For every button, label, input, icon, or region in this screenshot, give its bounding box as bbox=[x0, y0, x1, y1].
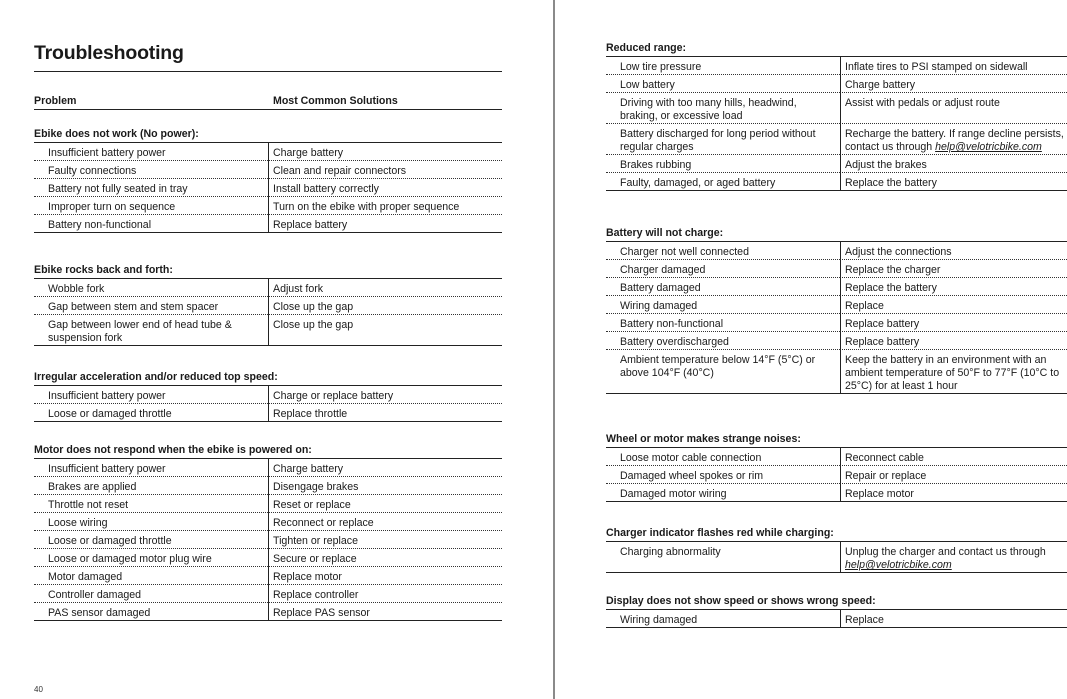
title-rule bbox=[34, 71, 502, 72]
table-row bbox=[34, 603, 502, 621]
problem-cell: Throttle not reset bbox=[34, 495, 268, 513]
solution-text: Install battery correctly bbox=[273, 183, 379, 195]
problem-cell: Improper turn on sequence bbox=[34, 197, 268, 215]
problem-cell: Faulty connections bbox=[34, 161, 268, 179]
solution-text: Reset or replace bbox=[273, 499, 351, 511]
table-row bbox=[606, 314, 1067, 332]
column-header-rule bbox=[34, 109, 502, 110]
problem-cell: Loose or damaged motor plug wire bbox=[34, 549, 268, 567]
table-row bbox=[34, 161, 502, 179]
column-header-problem: Problem bbox=[34, 95, 77, 107]
problem-cell: Wiring damaged bbox=[606, 610, 840, 628]
page-number: 40 bbox=[34, 685, 43, 694]
section-ebike-does-not-work-no-power bbox=[34, 127, 502, 233]
solution-text: Replace the battery bbox=[845, 177, 937, 189]
problem-cell: Low tire pressure bbox=[606, 57, 840, 75]
problem-cell: Wiring damaged bbox=[606, 296, 840, 314]
problem-cell: Ambient temperature below 14°F (5°C) or above 104°F (40°C) bbox=[606, 350, 840, 394]
problem-cell: Loose or damaged throttle bbox=[34, 404, 268, 422]
section-irregular-acceleration-and-or-reduced-top-speed bbox=[34, 370, 502, 422]
section-wheel-or-motor-makes-strange-noises bbox=[606, 432, 1067, 502]
problem-cell: Charging abnormality bbox=[606, 542, 840, 573]
solution-text: Replace motor bbox=[845, 488, 914, 500]
solution-text: Adjust fork bbox=[273, 283, 324, 295]
table-row bbox=[34, 477, 502, 495]
problem-cell: Faulty, damaged, or aged battery bbox=[606, 173, 840, 191]
solution-cell bbox=[268, 513, 502, 531]
table-row bbox=[606, 155, 1067, 173]
solution-text: Adjust the brakes bbox=[845, 159, 927, 171]
solution-text: Tighten or replace bbox=[273, 535, 358, 547]
solution-cell bbox=[840, 155, 1067, 173]
section-heading: Battery will not charge: bbox=[606, 226, 1067, 242]
solution-cell bbox=[268, 315, 502, 346]
table-row bbox=[34, 567, 502, 585]
section-motor-does-not-respond-when-the-ebike-is-powered-on bbox=[34, 443, 502, 621]
problem-cell: PAS sensor damaged bbox=[34, 603, 268, 621]
solution-text: Replace battery bbox=[845, 336, 920, 348]
solution-cell bbox=[840, 350, 1067, 394]
solution-cell bbox=[268, 567, 502, 585]
table-row bbox=[606, 466, 1067, 484]
solution-text: Recharge the battery. If range decline persists, contact us through bbox=[845, 128, 1064, 153]
solution-text: Repair or replace bbox=[845, 470, 927, 482]
solution-cell bbox=[840, 484, 1067, 502]
table-row bbox=[606, 173, 1067, 191]
solution-text: Charge battery bbox=[273, 147, 344, 159]
solution-text: Replace motor bbox=[273, 571, 342, 583]
table-row bbox=[606, 57, 1067, 75]
table-row bbox=[34, 513, 502, 531]
section-heading: Irregular acceleration and/or reduced top speed: bbox=[34, 370, 502, 386]
solution-text: Replace bbox=[845, 300, 884, 312]
table-row bbox=[606, 75, 1067, 93]
solution-cell bbox=[840, 93, 1067, 124]
problem-cell: Controller damaged bbox=[34, 585, 268, 603]
solution-cell bbox=[268, 459, 502, 477]
problem-cell: Loose wiring bbox=[34, 513, 268, 531]
table-row bbox=[34, 297, 502, 315]
solution-cell bbox=[268, 495, 502, 513]
problem-cell: Damaged motor wiring bbox=[606, 484, 840, 502]
solution-cell bbox=[268, 143, 502, 161]
solution-text: Inflate tires to PSI stamped on sidewall bbox=[845, 61, 1028, 73]
solution-cell bbox=[840, 124, 1067, 155]
solution-text: Charge or replace battery bbox=[273, 390, 394, 402]
solution-cell bbox=[840, 332, 1067, 350]
solution-cell bbox=[840, 448, 1067, 466]
table-row bbox=[34, 585, 502, 603]
section-reduced-range bbox=[606, 41, 1067, 191]
problem-cell: Gap between lower end of head tube & suspension fork bbox=[34, 315, 268, 346]
support-email-link[interactable]: help@velotricbike.com bbox=[845, 559, 952, 571]
solution-text: Charge battery bbox=[845, 79, 916, 91]
problem-cell: Loose motor cable connection bbox=[606, 448, 840, 466]
solution-text: Replace controller bbox=[273, 589, 359, 601]
table-row bbox=[606, 332, 1067, 350]
solution-text: Adjust the connections bbox=[845, 246, 952, 258]
solution-cell bbox=[840, 542, 1067, 573]
problem-cell: Wobble fork bbox=[34, 279, 268, 297]
section-heading: Wheel or motor makes strange noises: bbox=[606, 432, 1067, 448]
solution-text: Clean and repair connectors bbox=[273, 165, 407, 177]
problem-cell: Battery not fully seated in tray bbox=[34, 179, 268, 197]
solution-text: Close up the gap bbox=[273, 301, 354, 313]
section-heading: Ebike does not work (No power): bbox=[34, 127, 502, 143]
solution-cell bbox=[840, 466, 1067, 484]
solution-cell bbox=[840, 610, 1067, 628]
problem-cell: Loose or damaged throttle bbox=[34, 531, 268, 549]
table-row bbox=[34, 315, 502, 346]
problem-cell: Driving with too many hills, headwind, braking, or excessive load bbox=[606, 93, 840, 124]
table-row bbox=[34, 215, 502, 233]
solution-text: Keep the battery in an environment with an ambient temperature of 50°F to 77°F (10°C to 25°C) for at least 1 hour bbox=[845, 354, 1060, 392]
solution-text: Reconnect or replace bbox=[273, 517, 374, 529]
problem-cell: Brakes are applied bbox=[34, 477, 268, 495]
solution-cell bbox=[840, 296, 1067, 314]
problem-cell: Battery damaged bbox=[606, 278, 840, 296]
solution-cell bbox=[268, 404, 502, 422]
problem-cell: Charger damaged bbox=[606, 260, 840, 278]
problem-cell: Insufficient battery power bbox=[34, 143, 268, 161]
solution-cell bbox=[268, 161, 502, 179]
solution-cell bbox=[840, 278, 1067, 296]
solution-text: Reconnect cable bbox=[845, 452, 924, 464]
table-row bbox=[34, 459, 502, 477]
problem-cell: Battery overdischarged bbox=[606, 332, 840, 350]
solution-text: Replace PAS sensor bbox=[273, 607, 370, 619]
table-row bbox=[34, 386, 502, 404]
solution-cell bbox=[268, 531, 502, 549]
solution-text: Replace battery bbox=[273, 219, 348, 231]
table-row bbox=[34, 143, 502, 161]
problem-cell: Motor damaged bbox=[34, 567, 268, 585]
solution-text: Unplug the charger and contact us through bbox=[845, 546, 1046, 558]
table-row bbox=[34, 495, 502, 513]
right-page bbox=[555, 0, 1067, 699]
solution-cell bbox=[268, 585, 502, 603]
solution-cell bbox=[268, 197, 502, 215]
solution-cell bbox=[268, 386, 502, 404]
solution-cell bbox=[840, 314, 1067, 332]
table-row bbox=[606, 350, 1067, 394]
solution-text: Turn on the ebike with proper sequence bbox=[273, 201, 460, 213]
problem-cell: Charger not well connected bbox=[606, 242, 840, 260]
problem-cell: Insufficient battery power bbox=[34, 459, 268, 477]
solution-text: Secure or replace bbox=[273, 553, 357, 565]
table-row bbox=[606, 296, 1067, 314]
section-heading: Reduced range: bbox=[606, 41, 1067, 57]
table-row bbox=[34, 404, 502, 422]
section-ebike-rocks-back-and-forth bbox=[34, 263, 502, 346]
section-display-does-not-show-speed-or-shows-wrong-speed bbox=[606, 594, 1067, 628]
table-row bbox=[606, 93, 1067, 124]
solution-cell bbox=[268, 279, 502, 297]
section-charger-indicator-flashes-red-while-charging bbox=[606, 526, 1067, 573]
solution-text: Replace bbox=[845, 614, 884, 626]
problem-cell: Insufficient battery power bbox=[34, 386, 268, 404]
solution-text: Assist with pedals or adjust route bbox=[845, 97, 1000, 109]
problem-cell: Battery non-functional bbox=[34, 215, 268, 233]
solution-text: Replace the charger bbox=[845, 264, 941, 276]
table-row bbox=[34, 197, 502, 215]
problem-cell: Gap between stem and stem spacer bbox=[34, 297, 268, 315]
solution-text: Disengage brakes bbox=[273, 481, 359, 493]
section-heading: Display does not show speed or shows wrong speed: bbox=[606, 594, 1067, 610]
solution-cell bbox=[268, 297, 502, 315]
solution-cell bbox=[268, 603, 502, 621]
solution-cell bbox=[268, 179, 502, 197]
page-title: Troubleshooting bbox=[34, 42, 184, 64]
solution-text: Replace the battery bbox=[845, 282, 937, 294]
problem-cell: Damaged wheel spokes or rim bbox=[606, 466, 840, 484]
solution-cell bbox=[840, 173, 1067, 191]
table-row bbox=[606, 260, 1067, 278]
solution-text: Replace throttle bbox=[273, 408, 348, 420]
solution-text: Charge battery bbox=[273, 463, 344, 475]
table-row bbox=[34, 179, 502, 197]
table-row bbox=[606, 242, 1067, 260]
problem-cell: Brakes rubbing bbox=[606, 155, 840, 173]
table-row bbox=[606, 610, 1067, 628]
section-heading: Motor does not respond when the ebike is powered on: bbox=[34, 443, 502, 459]
problem-cell: Low battery bbox=[606, 75, 840, 93]
solution-cell bbox=[840, 242, 1067, 260]
table-row bbox=[606, 124, 1067, 155]
solution-cell bbox=[840, 260, 1067, 278]
problem-cell: Battery discharged for long period without regular charges bbox=[606, 124, 840, 155]
table-row bbox=[34, 549, 502, 567]
solution-text: Close up the gap bbox=[273, 319, 354, 331]
table-row bbox=[606, 484, 1067, 502]
solution-text: Replace battery bbox=[845, 318, 920, 330]
section-heading: Ebike rocks back and forth: bbox=[34, 263, 502, 279]
section-heading: Charger indicator flashes red while charging: bbox=[606, 526, 1067, 542]
solution-cell bbox=[840, 75, 1067, 93]
solution-cell bbox=[268, 215, 502, 233]
problem-cell: Battery non-functional bbox=[606, 314, 840, 332]
table-row bbox=[34, 279, 502, 297]
solution-cell bbox=[840, 57, 1067, 75]
column-header-solutions: Most Common Solutions bbox=[273, 95, 398, 107]
table-row bbox=[606, 448, 1067, 466]
table-row bbox=[606, 278, 1067, 296]
support-email-link[interactable]: help@velotricbike.com bbox=[935, 141, 1042, 153]
solution-cell bbox=[268, 549, 502, 567]
section-battery-will-not-charge bbox=[606, 226, 1067, 394]
table-row bbox=[606, 542, 1067, 573]
solution-cell bbox=[268, 477, 502, 495]
table-row bbox=[34, 531, 502, 549]
